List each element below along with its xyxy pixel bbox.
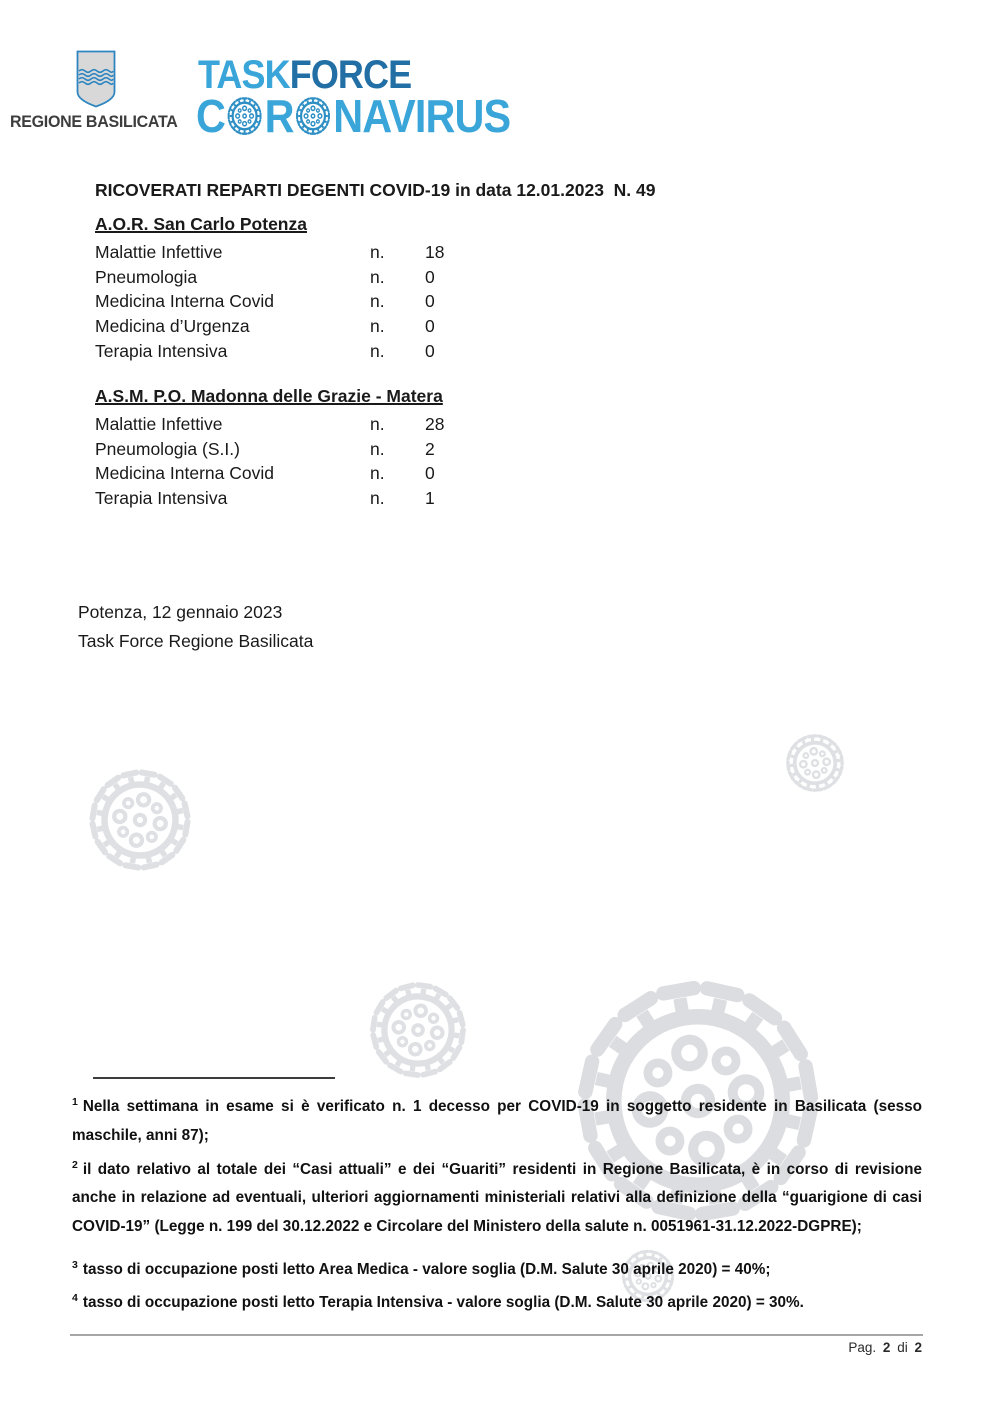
- footnote-text: Nella settimana in esame si è verificato n. 1 decesso per COVID-19 in soggetto residente in Basilicata (sesso maschile, anni 87);: [72, 1098, 922, 1144]
- table-row: [95, 486, 444, 511]
- ward-label: Medicina Interna Covid: [95, 463, 274, 484]
- page-label: Pag.: [848, 1340, 877, 1355]
- taskforce-word-task: TASK: [198, 53, 290, 97]
- coronavirus-watermark-icon: [780, 728, 850, 798]
- ward-value: 0: [425, 316, 435, 337]
- ward-label: Terapia Intensiva: [95, 488, 228, 509]
- ward-label: Terapia Intensiva: [95, 340, 228, 361]
- table-row: [95, 461, 444, 486]
- footnote-marker: 2: [72, 1158, 78, 1171]
- ward-label: Pneumologia: [95, 266, 198, 287]
- region-name-label: REGIONE BASILICATA: [10, 113, 178, 131]
- ward-label: Malattie Infettive: [95, 242, 223, 262]
- coronavirus-letters-rest: NAVIRUS: [333, 90, 511, 142]
- page-total: 2: [914, 1340, 922, 1355]
- footnote-marker: 4: [72, 1291, 78, 1304]
- page-of-label: di: [897, 1340, 908, 1355]
- taskforce-word-force: FORCE: [289, 53, 412, 97]
- ward-label: Medicina Interna Covid: [95, 291, 274, 312]
- footnote-2: [72, 1156, 922, 1241]
- ward-value: 0: [425, 266, 435, 287]
- table-row: [95, 240, 444, 265]
- unit-label: n.: [370, 316, 385, 337]
- footnote-1: [72, 1092, 922, 1150]
- document-title: RICOVERATI REPARTI DEGENTI COVID-19 in data 12.01.2023 N. 49: [95, 180, 656, 200]
- ward-value: 0: [425, 463, 435, 484]
- footnote-3: [72, 1256, 922, 1284]
- ward-value: 1: [425, 488, 435, 509]
- unit-label: n.: [370, 242, 385, 262]
- ward-value: 0: [425, 340, 435, 361]
- signoff-place-date: Potenza, 12 gennaio 2023: [78, 602, 283, 622]
- coronavirus-watermark-icon: [358, 970, 478, 1090]
- footer-rule: [70, 1334, 923, 1336]
- footnote-text: tasso di occupazione posti letto Terapia Intensiva - valore soglia (D.M. Salute 30 aprile 2020) = 30%.: [82, 1294, 804, 1311]
- signoff-block: [78, 598, 313, 655]
- ward-value: 28: [425, 414, 445, 434]
- table-row: [95, 314, 444, 339]
- table-row: [95, 265, 444, 290]
- footnote-text: il dato relativo al totale dei “Casi attuali” e dei “Guariti” residenti in Regione Basilicata, è in corso di revisione anche in relazione ad eventuali, ulteriori aggiornamenti ministeriali relativi alla definizione della “guarigione di casi COVID-19” (Legge n. 199 del 30.12.2022 e Circolare del Ministero della salute n. 0051961-31.12.2022-DGPRE);: [72, 1161, 922, 1235]
- table-row: [95, 289, 444, 314]
- footnote-marker: 3: [72, 1258, 78, 1271]
- table-row: [95, 339, 444, 364]
- coronavirus-wordmark: [196, 89, 510, 143]
- footnote-separator: [93, 1077, 335, 1079]
- section-heading: A.O.R. San Carlo Potenza: [95, 214, 307, 234]
- ward-value: 2: [425, 438, 435, 459]
- coronavirus-icon: [226, 95, 264, 137]
- ward-label: Pneumologia (S.I.): [95, 438, 240, 459]
- unit-label: n.: [370, 266, 385, 287]
- unit-label: n.: [370, 488, 385, 509]
- ward-value: 0: [425, 291, 435, 312]
- table-row: [95, 412, 444, 437]
- regione-basilicata-crest-icon: [76, 50, 116, 108]
- section-aor-san-carlo: [95, 214, 444, 364]
- footnote-4: [72, 1289, 922, 1317]
- coronavirus-letter-r: R: [264, 90, 294, 142]
- coronavirus-letter-c: C: [196, 90, 226, 142]
- unit-label: n.: [370, 414, 385, 434]
- coronavirus-watermark-icon: [75, 755, 205, 885]
- unit-label: n.: [370, 291, 385, 312]
- ward-label: Malattie Infettive: [95, 414, 223, 434]
- coronavirus-icon: [295, 95, 333, 137]
- section-asm-madonna-delle-grazie: [95, 386, 444, 511]
- page-number: 2: [882, 1340, 891, 1355]
- unit-label: n.: [370, 340, 385, 361]
- footnote-text: tasso di occupazione posti letto Area Medica - valore soglia (D.M. Salute 30 aprile 2020) = 40%;: [82, 1261, 771, 1278]
- unit-label: n.: [370, 463, 385, 484]
- unit-label: n.: [370, 438, 385, 459]
- section-heading: A.S.M. P.O. Madonna delle Grazie - Matera: [95, 386, 443, 406]
- ward-value: 18: [425, 242, 445, 262]
- page-number-indicator: [660, 1340, 922, 1355]
- table-row: [95, 437, 444, 462]
- footnote-marker: 1: [72, 1095, 78, 1108]
- ward-label: Medicina d’Urgenza: [95, 316, 250, 337]
- signoff-author: Task Force Regione Basilicata: [78, 630, 314, 651]
